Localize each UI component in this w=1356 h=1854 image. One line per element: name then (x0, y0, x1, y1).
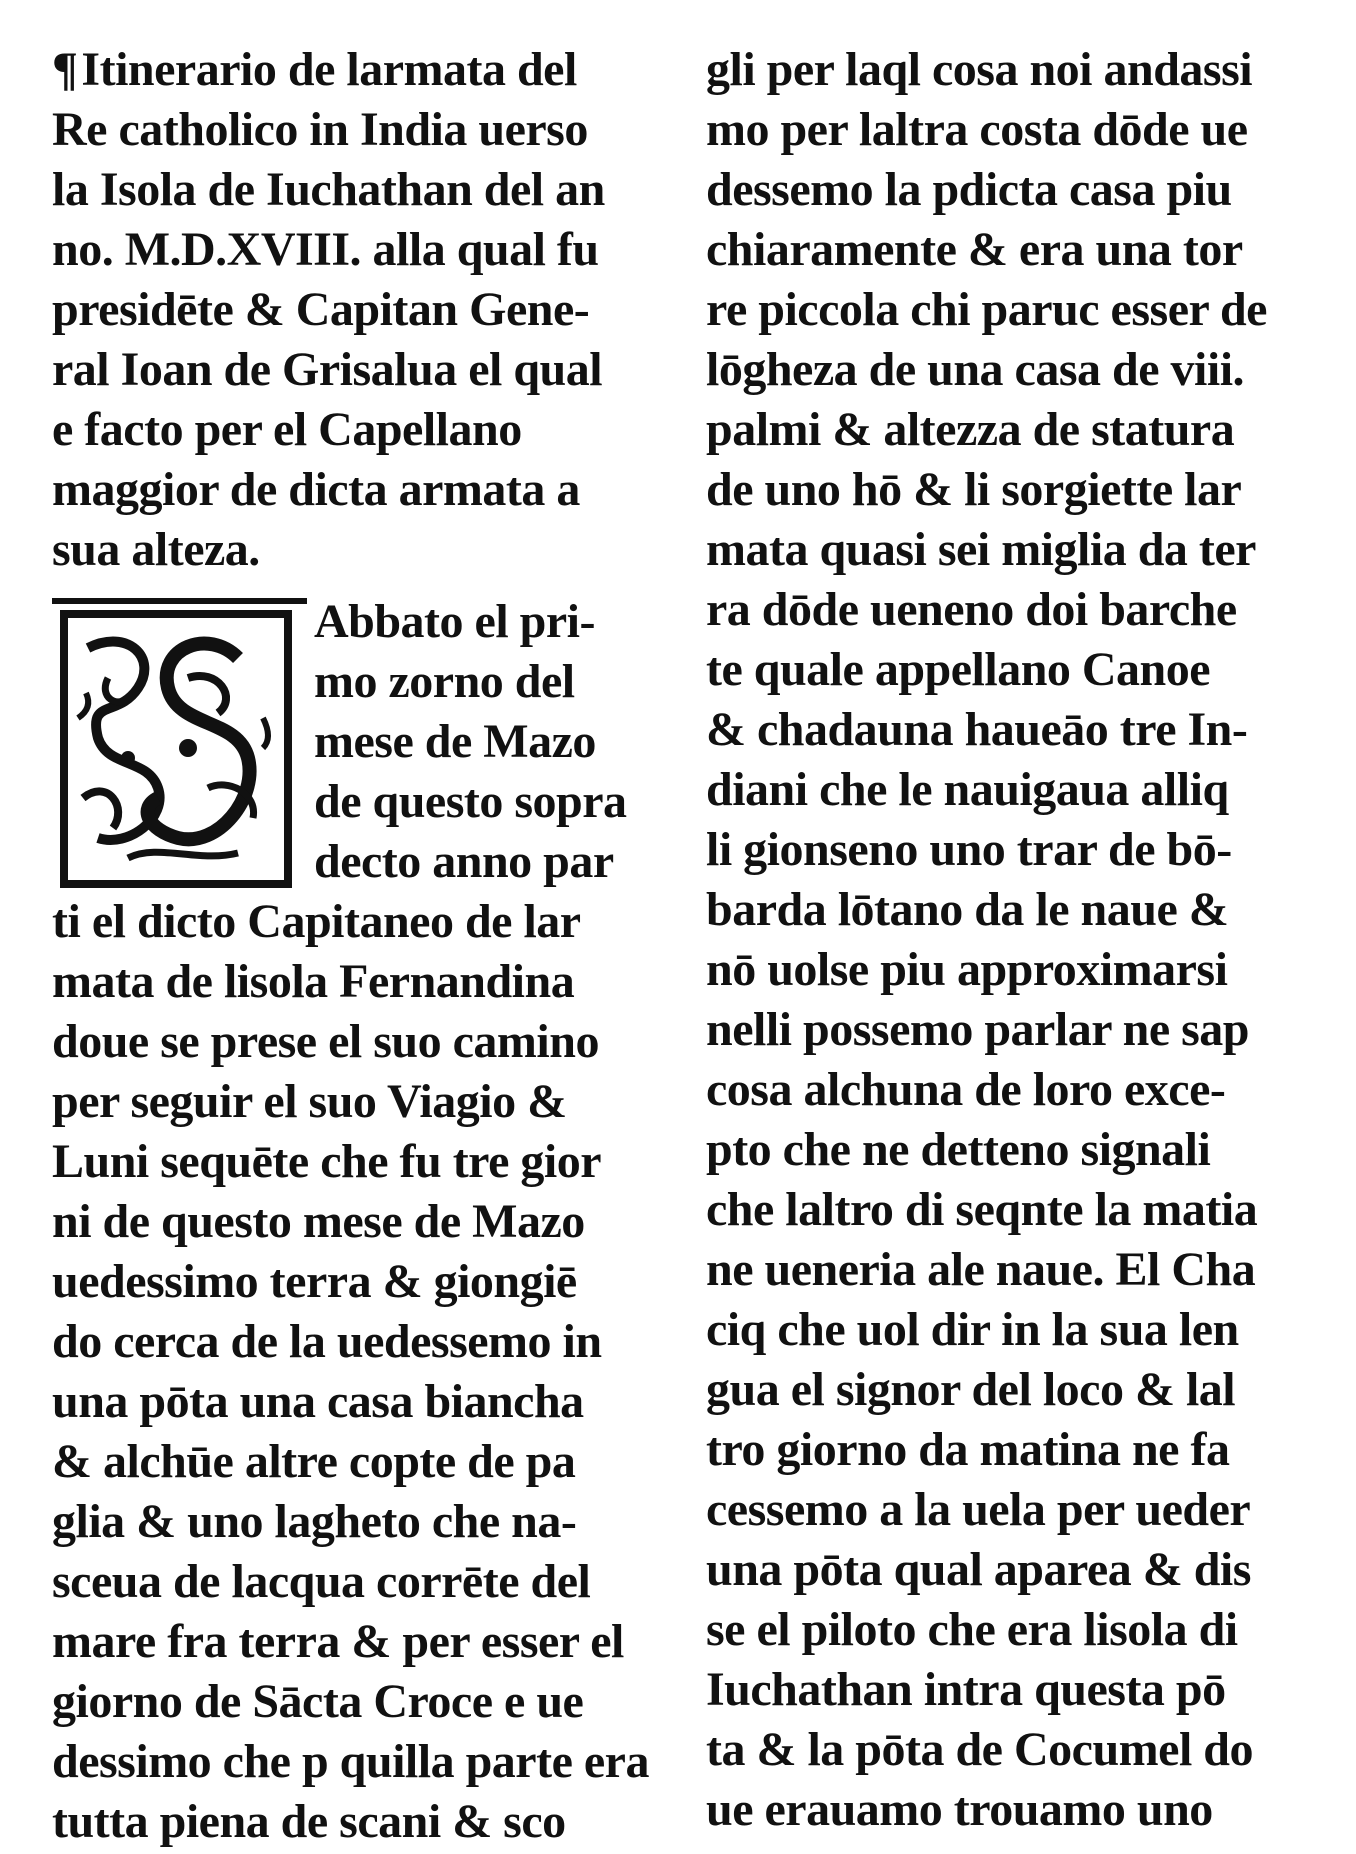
right-body-line: te quale appellano Canoe (706, 643, 1211, 696)
right-body-line: barda lōtano da le naue & (706, 883, 1229, 936)
right-body-line: ue erauamo trouamo uno (706, 1783, 1213, 1836)
left-body-line: dessimo che p quilla parte era (52, 1735, 649, 1788)
left-body-line: ni de questo mese de Mazo (52, 1195, 585, 1248)
left-body-text (52, 892, 662, 1852)
intro-line: e facto per el Capellano (52, 403, 522, 456)
intro-paragraph (52, 40, 662, 580)
ornament-rule (52, 598, 307, 604)
intro-line: maggior de dicta armata a (52, 463, 580, 516)
intro-line: la Isola de Iuchathan del an (52, 163, 605, 216)
left-body-line: mare fra terra & per esser el (52, 1615, 624, 1668)
left-body-line: do cerca de la uedessemo in (52, 1315, 602, 1368)
left-body-line: giorno de Sācta Croce e ue (52, 1675, 584, 1728)
right-body-line: una pōta qual aparea & dis (706, 1543, 1251, 1596)
left-body-line: Luni sequēte che fu tre gior (52, 1135, 602, 1188)
intro-line-text: Itinerario de larmata del (81, 43, 577, 96)
right-body-line: ne ueneria ale naue. El Cha (706, 1243, 1256, 1296)
left-column (52, 40, 662, 1852)
right-body-line: palmi & altezza de statura (706, 403, 1235, 456)
paragraph-mark-icon: ¶ (52, 43, 78, 96)
drop-line: mo zorno del (314, 655, 575, 708)
right-body-line: mo per laltra costa dōde ue (706, 103, 1248, 156)
intro-line: sua alteza. (52, 523, 260, 576)
drop-line: mese de Mazo (314, 715, 596, 768)
drop-line: decto anno par (314, 835, 614, 888)
right-body-line: chiaramente & era una tor (706, 223, 1243, 276)
intro-line: ral Ioan de Grisalua el qual (52, 343, 603, 396)
right-body-line: Iuchathan intra questa pō (706, 1663, 1226, 1716)
left-body-line: glia & uno lagheto che na- (52, 1495, 577, 1548)
right-body-line: & chadauna haueāo tre In- (706, 703, 1248, 756)
intro-line (52, 40, 662, 100)
intro-line: Re catholico in India uerso (52, 103, 588, 156)
drop-line: de questo sopra (314, 775, 627, 828)
right-body-line: li gionseno uno trar de bō- (706, 823, 1232, 876)
right-body-line: de uno hō & li sorgiette lar (706, 463, 1242, 516)
right-body-line: cessemo a la uela per ueder (706, 1483, 1251, 1536)
intro-line: presidēte & Capitan Gene- (52, 283, 590, 336)
right-body-line: gua el signor del loco & lal (706, 1363, 1236, 1416)
right-body-line: mata quasi sei miglia da ter (706, 523, 1256, 576)
drop-cap-block (52, 592, 662, 892)
right-body-line: ta & la pōta de Cocumel do (706, 1723, 1253, 1776)
drop-cap-lines (314, 592, 662, 892)
right-body-line: re piccola chi paruc esser de (706, 283, 1267, 336)
right-body-line: nelli possemo parlar ne sap (706, 1003, 1249, 1056)
left-body-line: una pōta una casa biancha (52, 1375, 584, 1428)
right-body-line: cosa alchuna de loro exce- (706, 1063, 1226, 1116)
left-body-line: ti el dicto Capitaneo de lar (52, 895, 581, 948)
right-body-line: che laltro di seqnte la matia (706, 1183, 1258, 1236)
drop-cap-letter (68, 880, 69, 881)
right-body-line: diani che le nauigaua alliq (706, 763, 1229, 816)
drop-line: Abbato el pri- (314, 595, 595, 648)
right-body-line: se el piloto che era lisola di (706, 1603, 1238, 1656)
right-body-line: ciq che uol dir in la sua len (706, 1303, 1239, 1356)
left-body-line: tutta piena de scani & sco (52, 1795, 566, 1848)
left-body-line: doue se prese el suo camino (52, 1015, 599, 1068)
right-column (706, 40, 1314, 1840)
intro-line: no. M.D.XVIII. alla qual fu (52, 223, 599, 276)
left-body-line: uedessimo terra & giongiē (52, 1255, 577, 1308)
right-body-line: gli per laql cosa noi andassi (706, 43, 1253, 96)
right-body-line: lōgheza de una casa de viii. (706, 343, 1245, 396)
left-body-line: sceua de lacqua corrēte del (52, 1555, 591, 1608)
right-body-line: dessemo la pdicta casa piu (706, 163, 1232, 216)
left-body-line: per seguir el suo Viagio & (52, 1075, 567, 1128)
right-body-line: nō uolse piu approximarsi (706, 943, 1228, 996)
left-body-line: & alchūe altre copte de pa (52, 1435, 576, 1488)
right-body-line: ra dōde ueneno doi barche (706, 583, 1237, 636)
left-body-line: mata de lisola Fernandina (52, 955, 575, 1008)
floral-ornament-icon (68, 618, 284, 880)
right-body-line: tro giorno da matina ne fa (706, 1423, 1230, 1476)
decorated-initial-s (60, 610, 292, 888)
right-body-line: pto che ne detteno signali (706, 1123, 1211, 1176)
